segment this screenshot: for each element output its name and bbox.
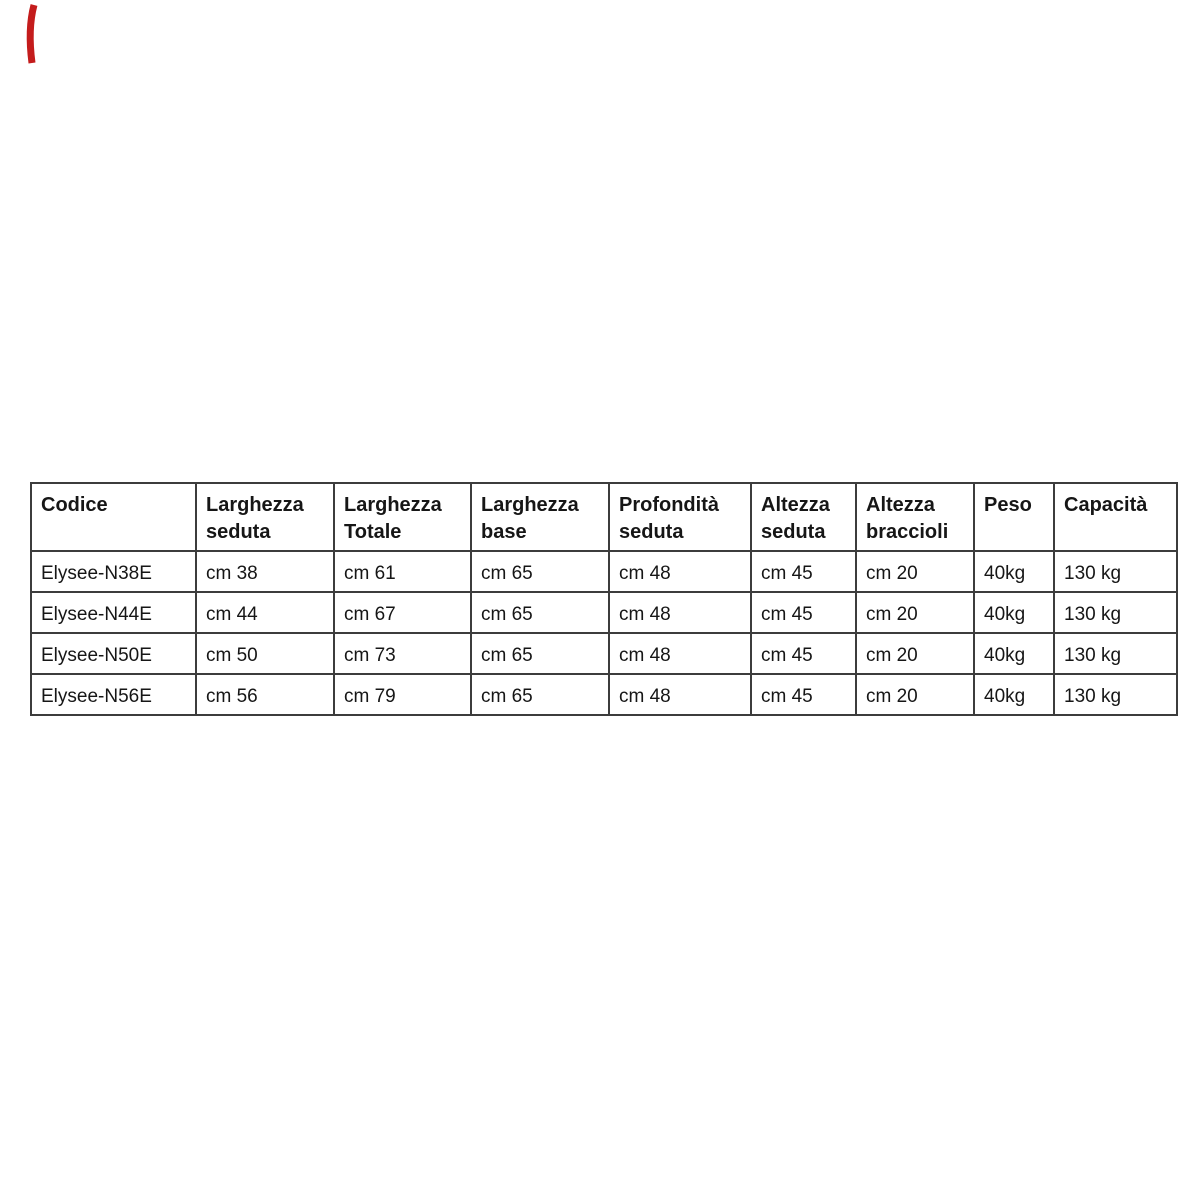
col-header-larghezza-base [471, 483, 609, 551]
spec-table [30, 482, 1178, 716]
cell-altezza-seduta: cm 45 [751, 674, 856, 715]
cell-larghezza-seduta: cm 38 [196, 551, 334, 592]
cell-codice: Elysee-N56E [31, 674, 196, 715]
col-header-capacita [1054, 483, 1177, 551]
cell-altezza-braccioli: cm 20 [856, 633, 974, 674]
col-header-line: braccioli [866, 521, 949, 543]
cell-larghezza-base: cm 65 [471, 633, 609, 674]
col-header-line: Larghezza [481, 494, 579, 516]
col-header-profondita-seduta [609, 483, 751, 551]
col-header-line: Codice [41, 494, 108, 516]
cell-profondita-seduta: cm 48 [609, 592, 751, 633]
cell-larghezza-totale: cm 67 [334, 592, 471, 633]
table-row [31, 633, 1177, 674]
table-row [31, 551, 1177, 592]
header-row [31, 483, 1177, 551]
cell-capacita: 130 kg [1054, 633, 1177, 674]
col-header-line: seduta [619, 521, 684, 543]
col-header-line: Capacità [1064, 494, 1148, 516]
cell-profondita-seduta: cm 48 [609, 633, 751, 674]
cell-codice: Elysee-N38E [31, 551, 196, 592]
cell-larghezza-base: cm 65 [471, 551, 609, 592]
cell-peso: 40kg [974, 674, 1054, 715]
cell-larghezza-seduta: cm 56 [196, 674, 334, 715]
cell-altezza-seduta: cm 45 [751, 592, 856, 633]
col-header-line: Larghezza [206, 494, 304, 516]
cell-altezza-braccioli: cm 20 [856, 551, 974, 592]
red-pen-stroke-icon [24, 2, 40, 66]
cell-larghezza-totale: cm 79 [334, 674, 471, 715]
col-header-larghezza-seduta [196, 483, 334, 551]
cell-capacita: 130 kg [1054, 592, 1177, 633]
col-header-codice [31, 483, 196, 551]
cell-larghezza-base: cm 65 [471, 674, 609, 715]
col-header-line: Totale [344, 521, 402, 543]
cell-larghezza-totale: cm 61 [334, 551, 471, 592]
col-header-line: seduta [206, 521, 271, 543]
col-header-peso [974, 483, 1054, 551]
cell-larghezza-seduta: cm 44 [196, 592, 334, 633]
cell-larghezza-base: cm 65 [471, 592, 609, 633]
cell-profondita-seduta: cm 48 [609, 551, 751, 592]
table-row [31, 592, 1177, 633]
col-header-line: base [481, 521, 527, 543]
cell-altezza-seduta: cm 45 [751, 551, 856, 592]
cell-codice: Elysee-N50E [31, 633, 196, 674]
col-header-line: seduta [761, 521, 826, 543]
cell-capacita: 130 kg [1054, 674, 1177, 715]
col-header-line: Altezza [761, 494, 830, 516]
cell-altezza-seduta: cm 45 [751, 633, 856, 674]
col-header-line: Altezza [866, 494, 935, 516]
cell-profondita-seduta: cm 48 [609, 674, 751, 715]
col-header-altezza-braccioli [856, 483, 974, 551]
cell-altezza-braccioli: cm 20 [856, 592, 974, 633]
col-header-line: Larghezza [344, 494, 442, 516]
table-row [31, 674, 1177, 715]
cell-larghezza-totale: cm 73 [334, 633, 471, 674]
cell-codice: Elysee-N44E [31, 592, 196, 633]
col-header-larghezza-totale [334, 483, 471, 551]
col-header-line: Peso [984, 494, 1032, 516]
col-header-altezza-seduta [751, 483, 856, 551]
cell-peso: 40kg [974, 633, 1054, 674]
cell-altezza-braccioli: cm 20 [856, 674, 974, 715]
cell-larghezza-seduta: cm 50 [196, 633, 334, 674]
cell-capacita: 130 kg [1054, 551, 1177, 592]
cell-peso: 40kg [974, 551, 1054, 592]
cell-peso: 40kg [974, 592, 1054, 633]
col-header-line: Profondità [619, 494, 719, 516]
